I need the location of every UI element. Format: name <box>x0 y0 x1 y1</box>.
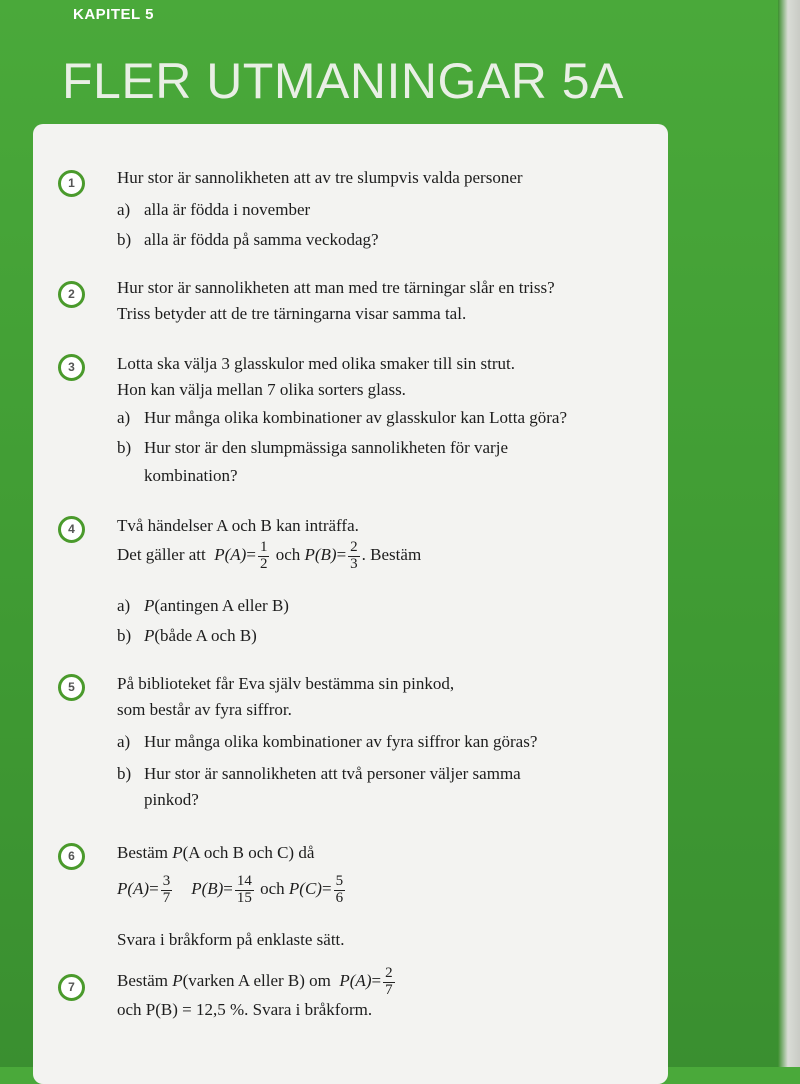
fraction <box>383 966 395 999</box>
probability-a: P(A) <box>214 545 247 565</box>
exercise-panel <box>33 124 668 1084</box>
subquestion-text: alla är födda i november <box>144 200 311 219</box>
fraction-denominator: 2 <box>259 555 268 572</box>
fraction <box>235 874 254 907</box>
subquestion-label: b) <box>117 764 132 783</box>
conjunction: och <box>260 879 285 899</box>
question-number-badge: 5 <box>58 674 85 701</box>
probability-symbol: P <box>144 626 155 645</box>
text-part: (varken A eller B) om <box>182 971 331 991</box>
probability-b: P(B) <box>191 879 224 899</box>
fraction-denominator: 15 <box>236 889 252 906</box>
subquestion-continuation: pinkod? <box>144 790 199 809</box>
question-text: Triss betyder att de tre tärningarna visar samma tal. <box>117 304 467 323</box>
text-part: (A och B och C) då <box>182 843 315 862</box>
formula-intro: Det gäller att <box>117 545 206 565</box>
probability-symbol: P <box>172 843 183 862</box>
question-number-badge: 6 <box>58 843 85 870</box>
subquestion-label: a) <box>117 596 131 615</box>
question-text: Hon kan välja mellan 7 olika sorters glass. <box>117 380 406 399</box>
question-number-badge: 4 <box>58 516 85 543</box>
subquestion-a <box>117 200 310 220</box>
probability-a: P(A) <box>339 971 372 991</box>
subquestion-text: Hur stor är den slumpmässiga sannolikheten för varje <box>144 438 508 457</box>
question-text: Hur stor är sannolikheten att man med tre tärningar slår en triss? <box>117 278 555 297</box>
question-text: Svara i bråkform på enklaste sätt. <box>117 930 345 949</box>
fraction-numerator: 5 <box>335 873 344 889</box>
probability-symbol: P <box>172 971 183 991</box>
fraction <box>334 874 346 907</box>
subquestion-text: Hur stor är sannolikheten att två personer väljer samma <box>144 764 521 783</box>
subquestion-continuation: kombination? <box>144 466 238 485</box>
fraction <box>161 874 173 907</box>
formula-outro: . Bestäm <box>361 545 422 565</box>
question-text <box>117 843 314 863</box>
fraction-numerator: 2 <box>350 539 358 555</box>
probability-b: P(B) <box>304 545 337 565</box>
probability-a: P(A) <box>117 879 150 899</box>
fraction-denominator: 6 <box>335 889 344 906</box>
fraction-denominator: 7 <box>385 981 393 998</box>
question-formula-line: Det gäller att P(A)= $\frac{1}{2}$ och P(B)= $\frac{2}{3}$ . Bestäm <box>117 539 422 572</box>
subquestion-a <box>117 408 567 428</box>
question-text: På biblioteket får Eva själv bestämma sin pinkod, <box>117 674 455 693</box>
text-part: Bestäm <box>117 971 173 991</box>
subquestion-text: Hur många olika kombinationer av fyra siffror kan göras? <box>144 732 538 751</box>
question-number-badge: 1 <box>58 170 85 197</box>
probability-c: P(C) <box>288 879 322 899</box>
subquestion-label: a) <box>117 732 131 751</box>
question-number-badge: 3 <box>58 354 85 381</box>
conjunction: och <box>275 545 301 565</box>
question-text: Lotta ska välja 3 glasskulor med olika smaker till sin strut. <box>117 354 516 373</box>
fraction-numerator: 3 <box>162 873 171 889</box>
question-formula-line: P(A)= $\frac{3}{7}$ P(B)= $\frac{14}{15}$ och P(C)= $\frac{5}{6}$ <box>117 873 344 906</box>
question-number-badge: 2 <box>58 281 85 308</box>
subquestion-label: a) <box>117 200 131 219</box>
chapter-label: KAPITEL 5 <box>73 6 154 23</box>
question-text: Bestäm P(varken A eller B) om P(A)= $\frac{2}{7}$ <box>117 965 393 998</box>
fraction <box>348 540 360 573</box>
fraction <box>258 540 270 573</box>
fraction-numerator: 1 <box>259 539 268 555</box>
fraction-numerator: 14 <box>236 873 252 889</box>
question-text: Hur stor är sannolikheten att av tre slumpvis valda personer <box>117 168 523 187</box>
question-text: Två händelser A och B kan inträffa. <box>117 516 359 535</box>
question-text: och P(B) = 12,5 %. Svara i bråkform. <box>117 1000 373 1019</box>
text-part: Bestäm <box>117 843 173 862</box>
subquestion-b <box>117 764 521 784</box>
subquestion-label: b) <box>117 230 132 249</box>
subquestion-a <box>117 732 537 752</box>
question-text: som består av fyra siffror. <box>117 700 292 719</box>
subquestion-text: (antingen A eller B) <box>154 596 289 615</box>
fraction-numerator: 2 <box>385 965 393 981</box>
subquestion-b <box>117 438 508 458</box>
fraction-denominator: 7 <box>162 889 171 906</box>
page-edge <box>778 0 800 1067</box>
subquestion-b <box>117 230 379 250</box>
page-title: FLER UTMANINGAR 5A <box>62 53 624 109</box>
subquestion-text: (både A och B) <box>154 626 257 645</box>
subquestion-label: b) <box>117 438 132 457</box>
question-number-badge: 7 <box>58 974 85 1001</box>
subquestion-label: b) <box>117 626 132 645</box>
subquestion-text: alla är födda på samma veckodag? <box>144 230 379 249</box>
probability-symbol: P <box>144 596 155 615</box>
subquestion-a <box>117 596 289 616</box>
subquestion-label: a) <box>117 408 131 427</box>
subquestion-text: Hur många olika kombinationer av glasskulor kan Lotta göra? <box>144 408 567 427</box>
subquestion-b <box>117 626 257 646</box>
fraction-denominator: 3 <box>350 555 358 572</box>
